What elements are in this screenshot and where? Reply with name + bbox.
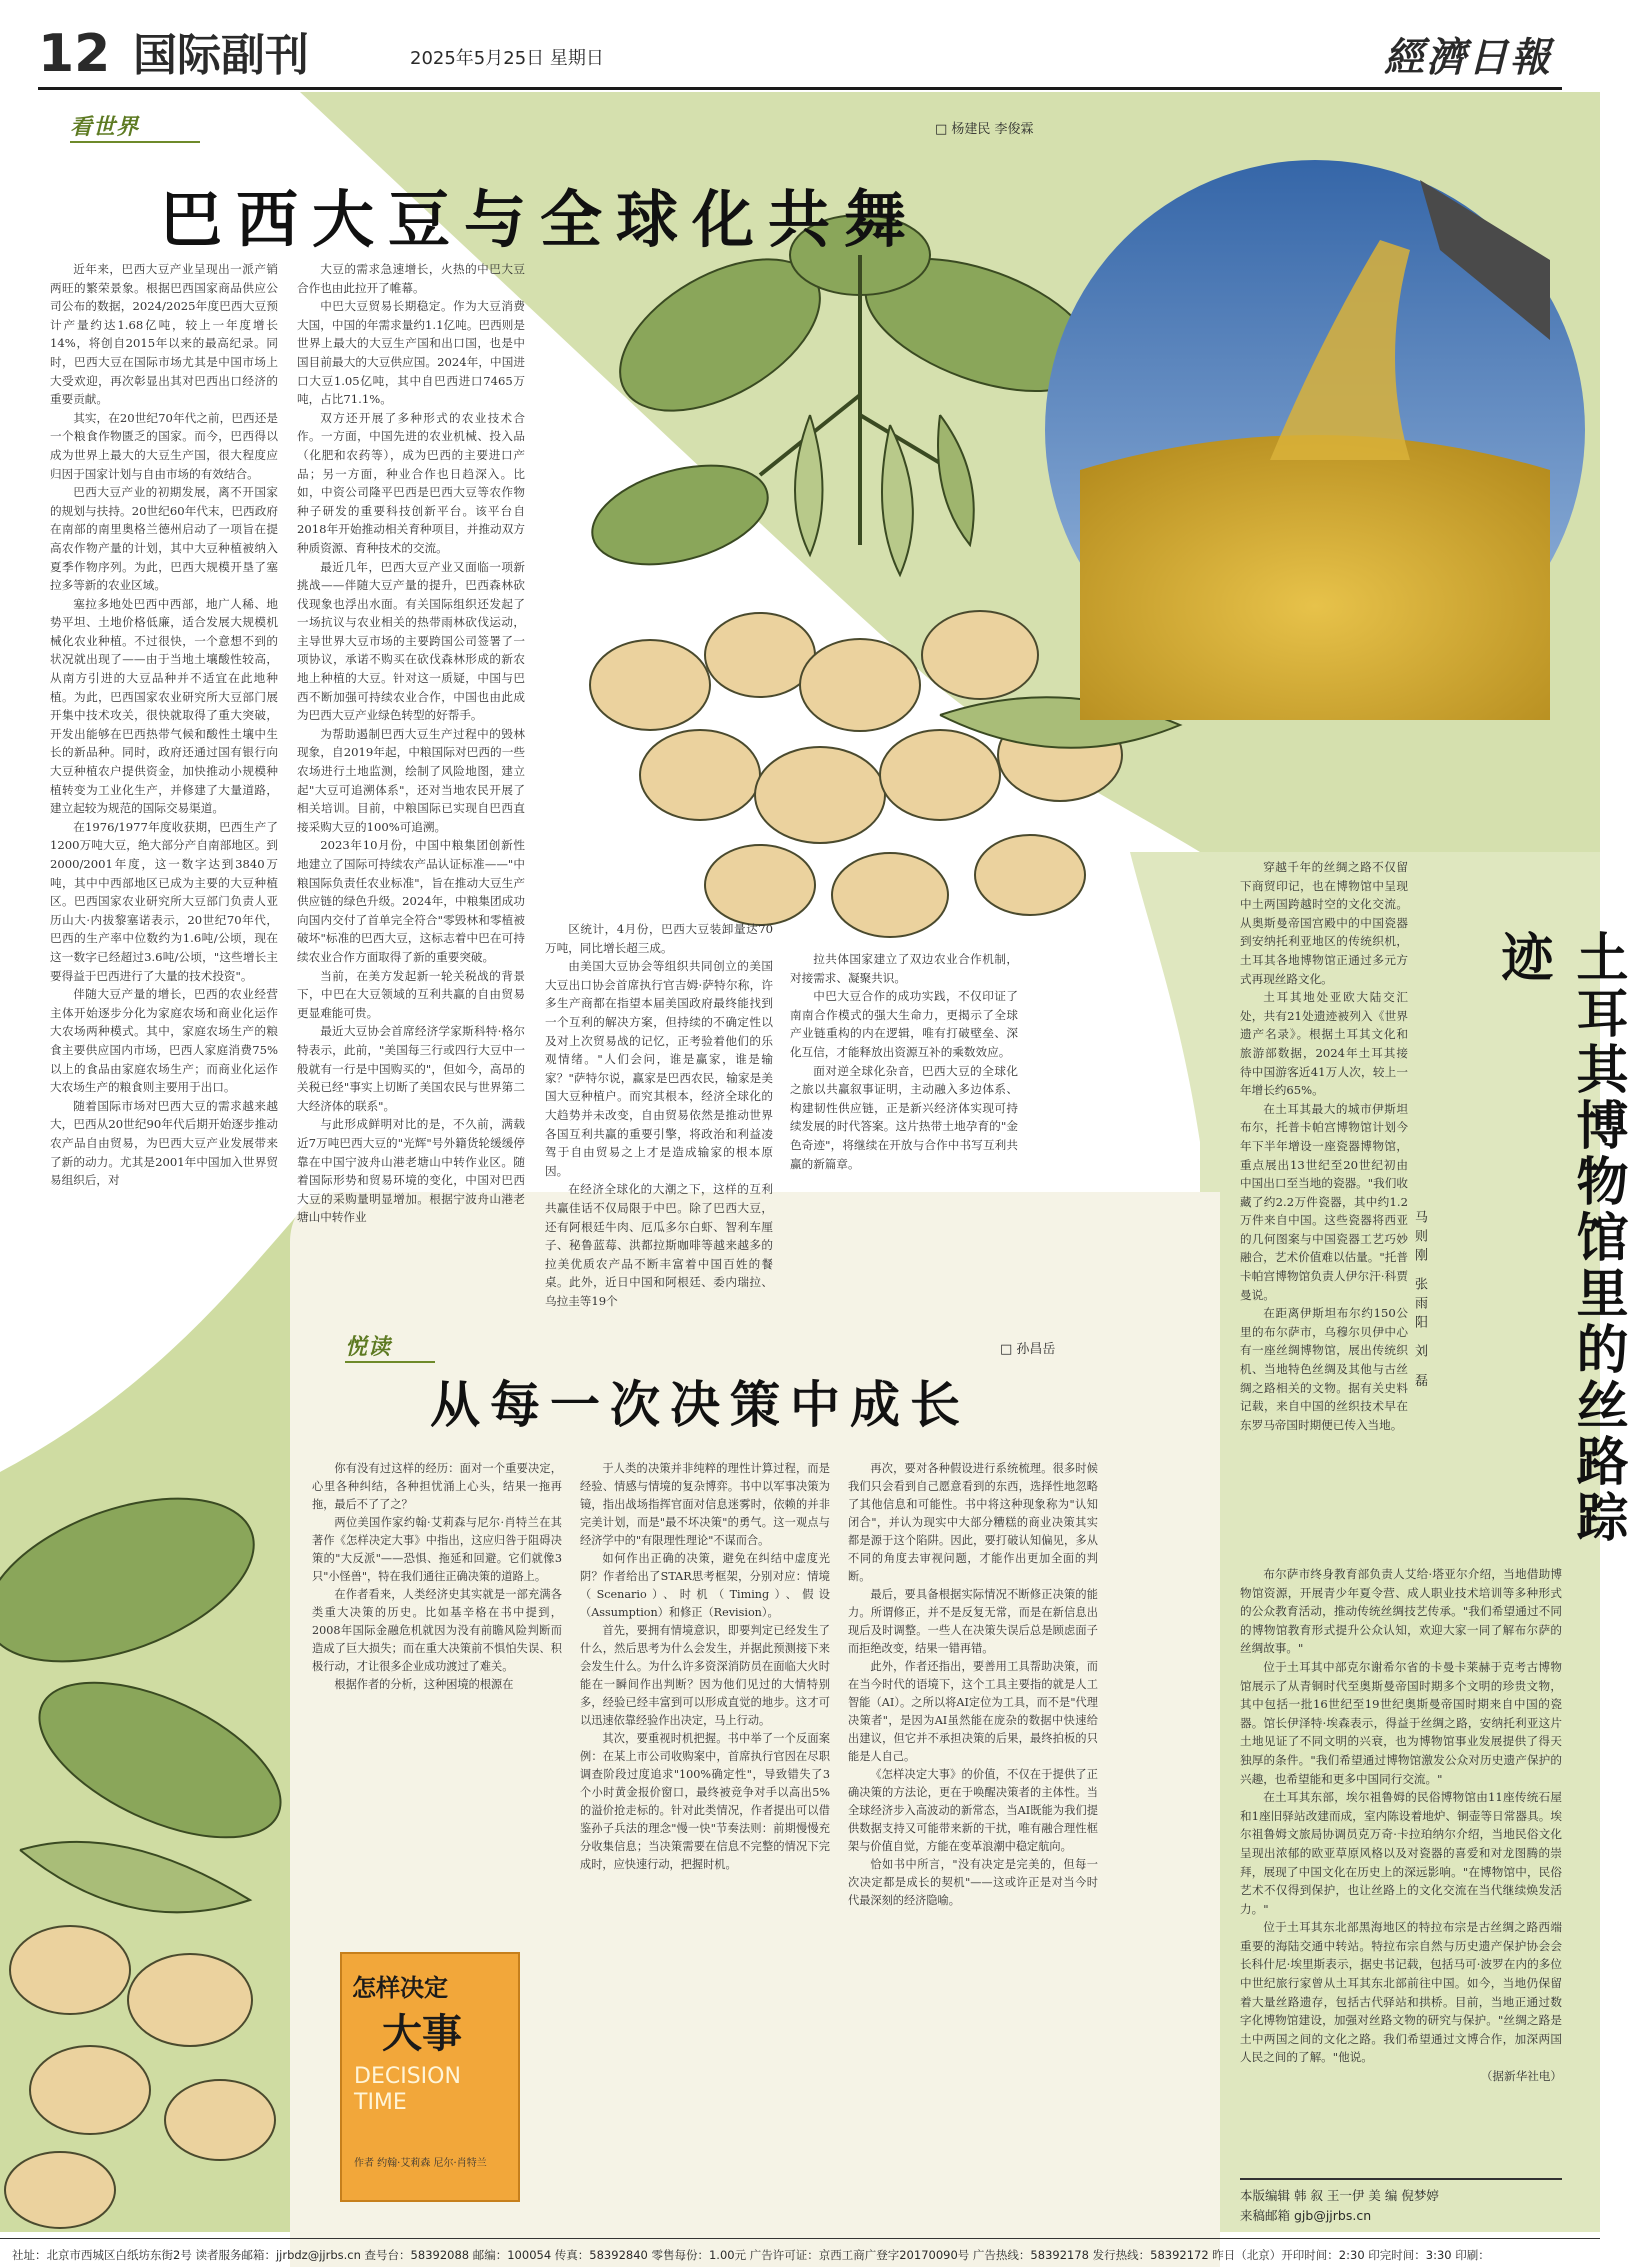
paragraph: 其实，在20世纪70年代之前，巴西还是一个粮食作物匮乏的国家。而今，巴西得以成为世界上最大的大豆生产国，很大程度应归因于国家计划与自由市场的有效结合。 (50, 410, 278, 481)
paragraph: 两位美国作家约翰·艾莉森与尼尔·肖特兰在其著作《怎样决定大事》中指出，这应归咎于阻碍决策的"大反派"——恐惧、拖延和回避。它们就像3只"小怪兽"，特在我们通往正确决策的道路上。 (312, 1516, 562, 1583)
paragraph: 在经济全球化的大潮之下，这样的互利共赢佳话不仅局限于中巴。除了巴西大豆，还有阿根廷牛肉、厄瓜多尔白虾、智利车厘子、秘鲁蓝莓、洪都拉斯咖啡等越来越多的拉美优质农产品不断丰富着中国百姓的餐桌。此外，近日中国和阿根廷、委内瑞拉、乌拉圭等19个 (545, 1182, 773, 1308)
article1-column-4 (790, 950, 1018, 1280)
paragraph: 中巴大豆合作的成功实践，不仅印证了南南合作模式的强大生命力，更揭示了全球产业链重构的内在逻辑，唯有打破壁垒、深化互信，才能释放出资源互补的乘数效应。 (790, 989, 1018, 1059)
paragraph: 于人类的决策并非纯粹的理性计算过程，而是经验、情感与情境的复杂博弈。书中以军事决策为镜，指出战场指挥官面对信息迷雾时，依赖的并非完美计划，而是"最不坏决策"的勇气。这一观点与经济学中的"有限理性理论"不谋而合。 (580, 1462, 830, 1547)
editors-line: 本版编辑 韩 叙 王一伊 美 编 倪梦婷 (1240, 2188, 1439, 2203)
source-credit: （据新华社电） (1480, 2069, 1562, 2084)
paragraph: 布尔萨市终身教育部负责人艾给·塔亚尔介绍，当地借助博物馆资源，开展青少年夏令营、成人职业技术培训等多种形式的公众教育活动，推动传统丝绸技艺传承。"我们希望通过不同的博物馆教育形式提升公众认知，欢迎大家一同了解布尔萨的丝绸故事。" (1240, 1567, 1562, 1656)
paragraph: 在1976/1977年度收获期，巴西生产了1200万吨大豆，绝大部分产自南部地区。到2000/2001年度，这一数字达到3840万吨，其中中西部地区已成为主要的大豆种植区。巴西国家农业研究所大豆部门负责人亚历山大·内拔黎塞诺表示，20世纪70年代，巴西的生产率中位数约为1.6吨/公顷，现在这一数字已经超过3.6吨/公顷，"这些增长主要得益于巴西进行了大量的技术投资"。 (50, 819, 278, 983)
article1-column-3 (545, 920, 773, 1310)
article-headline: 巴西大豆与全球化共舞 (160, 183, 921, 256)
soybean-harvest-photo (1080, 140, 1550, 720)
paragraph: 首先，要拥有情境意识，即要判定已经发生了什么，然后思考为什么会发生，并据此预测接下来会发生什么。为什么许多资深消防员在面临大火时能在一瞬间作出判断？因为他们见过的大情特别多，经验已经丰富到可以形成直觉的地步。这才可以迅速依靠经验作出决定，马上行动。 (580, 1624, 830, 1727)
article2-authors: 马则刚 张雨阳 刘 磊 (1412, 1210, 1427, 1393)
paragraph: 伴随大豆产量的增长，巴西的农业经营主体开始逐步分化为家庭农场和商业化运作大农场两种模式。其中，家庭农场生产的粮食主要供应国内市场，巴西人家庭消费75%以上的食品由家庭农场生产；而商业化运作大农场生产的粮食则主要用于出口。 (50, 987, 278, 1095)
article-headline: 从每一次决策中成长 (430, 1376, 970, 1434)
paragraph: 位于土耳其中部克尔谢希尔省的卡曼卡莱赫于克考古博物馆展示了从青铜时代至奥斯曼帝国时期多个文明的珍贵文物，其中包括一批16世纪至19世纪奥斯曼帝国时期来自中国的瓷器。馆长伊泽特·埃森表示，得益于丝绸之路，安纳托利亚这片土地见证了不同文明的兴衰，也为博物馆事业发展提供了得天独厚的条件。"我们希望通过博物馆激发公众对历史遗产保护的兴趣，也希望能和更多中国同行交流。" (1240, 1659, 1562, 1786)
page-number: 12 (38, 24, 111, 84)
article-authors: □ 孙昌岳 (1000, 1342, 1056, 1357)
paragraph: 近年来，巴西大豆产业呈现出一派产销两旺的繁荣景象。根据巴西国家商品供应公司公布的数据，2024/2025年度巴西大豆预计产量约达1.68亿吨，较上一年度增长14%，将创自2015年以来的最高纪录。同时，巴西大豆在国际市场尤其是中国市场上大受欢迎，再次彰显出其对巴西出口经济的重要贡献。 (50, 262, 278, 407)
paragraph: 大豆的需求急速增长，火热的中巴大豆合作也由此拉开了帷幕。 (297, 262, 525, 295)
paragraph: 如何作出正确的决策，避免在纠结中虚度光阴？作者给出了STAR思考框架，分别对应：情境（Scenario）、时机（Timing）、假设（Assumption）和修正（Revision）。 (580, 1552, 830, 1619)
section-kicker: 悦读 (345, 1330, 435, 1363)
paragraph: 穿越千年的丝绸之路不仅留下商贸印记，也在博物馆中呈现中土两国跨越时空的文化交流。从奥斯曼帝国宫殿中的中国瓷器到安纳托利亚地区的传统织机，土耳其各地博物馆正通过多元方式再现丝路文化。 (1240, 860, 1408, 986)
paragraph: 巴西大豆产业的初期发展，离不开国家的规划与扶持。20世纪60年代末，巴西政府在南部的南里奥格兰德州启动了一项旨在提高农作物产量的计划，其中大豆种植被纳入夏季作物序列。为此，巴西大规模开垦了塞拉多等新的农业区域。 (50, 485, 278, 593)
paragraph: 《怎样决定大事》的价值，不仅在于提供了正确决策的方法论，更在于唤醒决策者的主体性。当全球经济步入高波动的新常态，当AI既能为我们提供数据支持又可能带来新的干扰，唯有融合理性框架与价值自觉，方能在变革浪潮中稳定航向。 (848, 1768, 1098, 1853)
paragraph: 中巴大豆贸易长期稳定。作为大豆消费大国，中国的年需求量约1.1亿吨。巴西则是世界上最大的大豆生产国和出口国，也是中国目前最大的大豆供应国。2024年，中国进口大豆1.05亿吨，其中自巴西进口7465万吨，占比71.1%。 (297, 299, 525, 407)
paragraph: 土耳其地处亚欧大陆交汇处，共有21处遗迹被列入《世界遗产名录》。根据土耳其文化和旅游部数据，2024年土耳其接待中国游客近41万人次，较上一年增长约65%。 (1240, 990, 1408, 1098)
paragraph: 当前，在美方发起新一轮关税战的背景下，中巴在大豆领域的互利共赢的自由贸易更显难能可贵。 (297, 968, 525, 1020)
paragraph: 最近几年，巴西大豆产业又面临一项新挑战——伴随大豆产量的提升，巴西森林砍伐现象也浮出水面。有关国际组织还发起了一场抗议与农业相关的热带雨林砍伐运动，主导世界大豆市场的主要跨国公司签署了一项协议，承诺不购买在砍伐森林形成的新农地上种植的大豆。针对这一质疑，中国与巴西不断加强可持续农业合作，中国也由此成为巴西大豆产业绿色转型的好帮手。 (297, 559, 525, 723)
article1-column-1 (50, 260, 278, 1310)
book-cover (340, 1952, 520, 2202)
paragraph: 恰如书中所言，"没有决定是完美的，但每一次决定都是成长的契机"——这或许正是对当今时代最深刻的经济隐喻。 (848, 1858, 1098, 1907)
book-title: 怎样决定 (352, 1974, 448, 2002)
paragraph: 在土耳其东部，埃尔祖鲁姆的民俗博物馆由11座传统石屋和1座旧驿站改建而成，室内陈设着地炉、铜壶等日常器具。埃尔祖鲁姆文旅局协调员克万奇·卡拉珀纳尔介绍，当地民俗文化呈现出浓郁的欧亚草原风格以及对瓷器的喜爱和对龙图腾的崇拜，展现了中国文化在历史上的深远影响。"在博物馆中，民俗艺术不仅得到保护，也让丝路上的文化交流在当代继续焕发活力。" (1240, 1790, 1562, 1916)
paragraph: 面对逆全球化杂音，巴西大豆的全球化之旅以共赢叙事证明，主动融入多边体系、构建韧性供应链，正是新兴经济体实现可持续发展的时代答案。这片热带土地孕育的"金色奇迹"，将继续在开放与合作中书写互利共赢的新篇章。 (790, 1063, 1018, 1171)
submission-email: 来稿邮箱 gjb@jjrbs.cn (1240, 2208, 1372, 2223)
paragraph: 由美国大豆协会等组织共同创立的美国大豆出口协会首席执行官吉姆·萨特尔称，许多生产商都在指望本届美国政府最终能找到一个互利的解决方案，但持续的不确定性以及对上次贸易战的记忆，正考验着他们的乐观情绪。"人们会问，谁是赢家，谁是输家？"萨特尔说，赢家是巴西农民，输家是美国大豆种植户。而究其根本，经济全球化的大趋势并未改变，自由贸易依然是推动世界各国互利共赢的重要引擎，将政治和利益凌驾于自由贸易之上才是造成输家的根本原因。 (545, 959, 773, 1178)
article1-column-2 (297, 260, 525, 1310)
paragraph: 在土耳其最大的城市伊斯坦布尔，托普卡帕宫博物馆计划今年下半年增设一座瓷器博物馆，重点展出13世纪至20世纪初由中国出口至当地的瓷器。"我们收藏了约2.2万件瓷器，其中约1.2万件来自中国。这些瓷器将西亚的几何图案与中国瓷器工艺巧妙融合，艺术价值难以估量。"托普卡帕宫博物馆负责人伊尔汗·科贾曼说。 (1240, 1101, 1408, 1302)
paragraph: 最近大豆协会首席经济学家斯科特·格尔特表示，此前，"美国每三行或四行大豆中一般就有一行是中国购买的"，但如今，高昂的关税已经"事实上切断了美国农民与世界第二大经济体的联系"。 (297, 1024, 525, 1113)
paragraph: 根据作者的分析，这种困境的根源在 (334, 1678, 514, 1691)
book-author-note: 作者 约翰·艾莉森 尼尔·肖特兰 (354, 2158, 487, 2169)
article2-title: 土耳其博物馆里的丝路踪迹 (1492, 930, 1627, 1546)
paragraph: 在距离伊斯坦布尔约150公里的布尔萨市，乌穆尔贝伊中心有一座丝绸博物馆，展出传统织机、当地特色丝绸及其他与古丝绸之路相关的文物。据有关史料记载，来自中国的丝织技术早在东罗马帝国时期便已传入当地。 (1240, 1306, 1408, 1432)
paragraph: 拉共体国家建立了双边农业合作机制，对接需求、凝聚共识。 (790, 952, 1018, 985)
newspaper-logo: 經濟日報 (1384, 34, 1552, 81)
paragraph: 随着国际市场对巴西大豆的需求越来越大，巴西从20世纪90年代后期开始逐步推动农产品自由贸易，为巴西大豆产业发展带来了新的动力。尤其是2001年中国加入世界贸易组织后，对 (50, 1098, 278, 1188)
section-kicker: 看世界 (70, 110, 200, 143)
soybean-leaf-illustration (0, 1500, 300, 2220)
section-name: 国际副刊 (133, 30, 309, 81)
editors-box (1240, 2178, 1562, 2234)
article3-column-3 (848, 1460, 1098, 2220)
paragraph: 为帮助遏制巴西大豆生产过程中的毁林现象，自2019年起，中粮国际对巴西的一些农场进行土地监测，绘制了风险地图，建立起"大豆可追溯体系"，还对当地农民开展了相关培训。目前，中粮国际已实现自巴西直接采购大豆的100%可追溯。 (297, 726, 525, 834)
page-footer: 社址：北京市西城区白纸坊东街2号 读者服务邮箱：jjrbdz@jjrbs.cn 查号台：58392088 邮编：100054 传真：58392840 零售每份：1.00元 广告许可证：京西工商广登字20170090号 广告热线：58392178 发行热线：58392172 昨日（北京）开印时间：2:30 印完时间：3:30 印刷： (0, 2238, 1600, 2267)
paragraph: 位于土耳其东北部黑海地区的特拉布宗是古丝绸之路西端重要的海陆交通中转站。特拉布宗自然与历史遗产保护协会会长科什尼·埃里斯表示，据史书记载，包括马可·波罗在内的多位中世纪旅行家曾从土耳其东北部前往中国。如今，当地仍保留着大量丝路遗存，包括古代驿站和拱桥。目前，当地正通过数字化博物馆建设，加强对丝路文物的研究与保护。"丝绸之路是土中两国之间的文化之路。我们希望通过文博合作，加深两国人民之间的了解。"他说。 (1240, 1920, 1562, 2065)
paragraph: 2023年10月份，中国中粮集团创新性地建立了国际可持续农产品认证标准——"中粮国际负责任农业标准"，旨在推动大豆生产供应链的绿色升级。2024年，中粮集团成功向国内交付了首单完全符合"零毁林和零植被破坏"标准的巴西大豆，这标志着中巴在可持续农业合作方面取得了新的重要突破。 (297, 838, 525, 964)
article3-column-2 (580, 1460, 830, 2220)
paragraph: 与此形成鲜明对比的是，不久前，满载近7万吨巴西大豆的"光辉"号外籍货轮缓缓停靠在中国宁波舟山港老塘山中转作业区。随着国际形势和贸易环境的变化，中国对巴西大豆的采购量明显增加。根据宁波舟山港老塘山中转作业 (297, 1117, 525, 1225)
article3-column-1 (312, 1460, 562, 1940)
paragraph: 你有没有过这样的经历：面对一个重要决定，心里各种纠结，各种担忧涌上心头，结果一拖再拖，最后不了了之？ (312, 1462, 562, 1511)
issue-date: 2025年5月25日 星期日 (410, 48, 604, 69)
article2-column-upper (1240, 858, 1408, 1558)
book-title-english: DECISION TIME (354, 2064, 461, 2115)
paragraph: 在作者看来，人类经济史其实就是一部充满各类重大决策的历史。比如基辛格在书中提到，2008年国际金融危机就因为没有前瞻风险判断而造成了巨大损失；而在重大决策前不惧怕失误、积极行动，才让很多企业成功渡过了难关。 (312, 1588, 562, 1673)
article2-column-lower (1240, 1565, 1562, 2170)
paragraph: 塞拉多地处巴西中西部，地广人稀、地势平坦、土地价格低廉，适合发展大规模机械化农业种植。不过很快，一个意想不到的状况就出现了——由于当地土壤酸性较高，从南方引进的大豆品种并不适宜在此地种植。为此，巴西国家农业研究所大豆部门展开集中技术攻关，很快就取得了重大突破，开发出能够在巴西热带气候和酸性土壤中生长的新品种。同时，政府还通过国有银行向大豆种植农户提供资金，加快推动小规模种植转变为工业化生产，并修建了大量道路，建立起较为规范的国际交易渠道。 (50, 596, 278, 816)
paragraph: 再次，要对各种假设进行系统梳理。很多时候我们只会看到自己愿意看到的东西，选择性地忽略了其他信息和可能性。书中将这种现象称为"认知闭合"，并认为现实中大部分糟糕的商业决策其实都是源于这个陷阱。因此，要打破认知偏见，多从不同的角度去审视问题，才能作出更加全面的判断。 (848, 1462, 1098, 1583)
paragraph: 其次，要重视时机把握。书中举了一个反面案例：在某上市公司收购案中，首席执行官因在尽职调查阶段过度追求"100%确定性"，导致错失了3个小时黄金报价窗口，最终被竞争对手以高出5%的溢价抢走标的。针对此类情况，作者提出可以借鉴孙子兵法的理念"慢一快"节奏法则：前期慢慢充分收集信息；当决策需要在信息不完整的情况下完成时，应快速行动，把握时机。 (580, 1732, 830, 1871)
article-authors: □ 杨建民 李俊霖 (935, 122, 1034, 137)
paragraph: 此外，作者还指出，要善用工具帮助决策，而在当今时代的语境下，这个工具主要指的就是人工智能（AI）。之所以将AI定位为工具，而不是"代理决策者"，是因为AI虽然能在庞杂的数据中快速给出建议，但它并不承担决策的后果，最终拍板的只能是人自己。 (848, 1660, 1098, 1763)
book-title-large: 大事 (382, 2011, 462, 2057)
paragraph: 最后，要具备根据实际情况不断修正决策的能力。所谓修正，并不是反复无常，而是在新信息出现后及时调整。一些人在决策失误后总是顾虑面子而拒绝改变，结果一错再错。 (848, 1588, 1098, 1655)
paragraph: 双方还开展了多种形式的农业技术合作。一方面，中国先进的农业机械、投入品（化肥和农药等），成为巴西的主要进口产品；另一方面，种业合作也日趋深入。比如，中资公司隆平巴西是巴西大豆等农作物种子研发的重要科技创新平台。该平台自2018年开始推动相关育种项目，并推动双方种质资源、育种技术的交流。 (297, 410, 525, 555)
masthead (38, 22, 1562, 90)
paragraph: 区统计，4月份，巴西大豆装卸量达70万吨，同比增长超三成。 (545, 922, 773, 955)
